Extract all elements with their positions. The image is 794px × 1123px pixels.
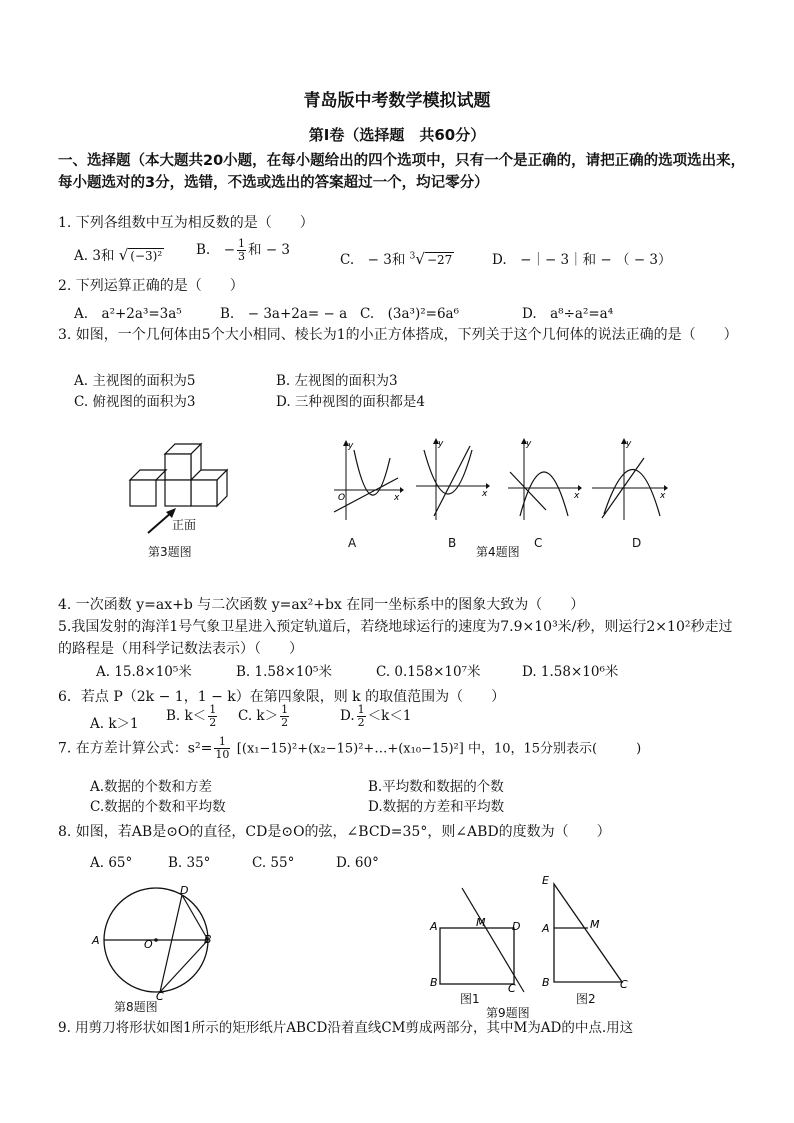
fig4-graph-d (590, 438, 670, 522)
fig4-graph-c (506, 438, 584, 522)
svg-text:y: y (438, 439, 444, 449)
q2-option-c: C. (3a³)²=6a⁶ (360, 306, 459, 322)
svg-text:B: B (204, 933, 212, 946)
svg-text:A: A (542, 922, 550, 935)
part-subtitle: 第Ⅰ卷（选择题 共60分） (308, 126, 486, 144)
svg-text:y: y (626, 439, 632, 449)
q6-option-d: D. $\frac{1}{2}$ ＜k＜1 (340, 703, 412, 729)
q7-stem: 7. 在方差计算公式：s²= $\frac{1}{10}$ [(x₁−15)²+(x₂−15)²+…+(x₁₀−15)²] 中，10，15分别表示( ) (58, 735, 642, 761)
q5-option-d: D. 1.58×10⁶米 (522, 664, 619, 680)
q2-option-b: B. − 3a+2a= − a (220, 306, 348, 322)
svg-text:x: x (482, 489, 488, 499)
svg-text:C: C (156, 990, 164, 1003)
fig8-circle-diagram (90, 884, 220, 1003)
q2-option-a: A. a²+2a³=3a⁵ (74, 306, 182, 322)
svg-text:D: D (180, 884, 189, 897)
q8-option-d: D. 60° (336, 855, 379, 871)
q3-option-a: A. 主视图的面积为5 (74, 373, 196, 389)
q7-option-c: C.数据的个数和平均数 (90, 799, 226, 815)
fig4-graph-a (332, 440, 404, 522)
q8-stem: 8. 如图，若AB是⊙O的直径，CD是⊙O的弦，∠BCD=35°，则∠ABD的度数为（ ） (58, 824, 611, 840)
section-instructions: 一、选择题（本大题共20小题，在每小题给出的四个选项中，只有一个是正确的，请把正确的选项选出来，每小题选对的3分，选错，不选或选出的答案超过一个，均记零分） (58, 153, 746, 191)
q1-stem: 1. 下列各组数中互为相反数的是（ ） (58, 215, 314, 231)
fig4-label-b: B (448, 536, 457, 550)
q3-option-d: D. 三种视图的面积都是4 (276, 394, 426, 410)
fig3-arrow-label: 正面 (172, 518, 197, 532)
fig4-label-a: A (348, 536, 357, 550)
fig9-fig2-label: 图2 (576, 992, 596, 1006)
q3-option-b: B. 左视图的面积为3 (276, 373, 398, 389)
svg-text:D: D (512, 920, 521, 933)
q6-option-a: A. k＞1 (90, 716, 139, 732)
q2-option-d: D. a⁸÷a²=a⁴ (522, 306, 614, 322)
fig3-caption: 第3题图 (148, 545, 192, 559)
fig8-caption: 第8题图 (114, 1000, 158, 1014)
svg-text:y: y (348, 441, 354, 451)
q5-option-b: B. 1.58×10⁵米 (236, 664, 332, 680)
q6-stem: 6．若点 P（2k − 1，1 − k）在第四象限，则 k 的取值范围为（ ） (58, 689, 506, 705)
q8-option-c: C. 55° (252, 855, 295, 871)
q7-option-d: D.数据的方差和平均数 (368, 799, 505, 815)
q4-stem: 4. 一次函数 y=ax+b 与二次函数 y=ax²+bx 在同一坐标系中的图象大致为（ ） (58, 597, 585, 613)
fig9-figure-2 (538, 874, 638, 990)
page-title: 青岛版中考数学模拟试题 (303, 91, 491, 111)
fig4-label-d: D (632, 536, 642, 550)
fig9-caption: 第9题图 (486, 1006, 530, 1020)
svg-text:A: A (92, 934, 100, 947)
fig9-fig1-label: 图1 (460, 992, 480, 1006)
q5-option-a: A. 15.8×10⁵米 (96, 664, 192, 680)
q2-stem: 2. 下列运算正确的是（ ） (58, 278, 244, 294)
svg-text:C: C (620, 978, 628, 991)
q7-option-b: B.平均数和数据的个数 (368, 779, 504, 795)
svg-text:B: B (430, 976, 438, 989)
q6-option-b: B. k＜ $\frac{1}{2}$ (166, 703, 217, 729)
q1-option-a: A. 3和 √ (−3)² (74, 246, 163, 264)
fig4-label-c: C (534, 536, 543, 550)
svg-text:M: M (590, 918, 600, 931)
svg-text:C: C (508, 982, 516, 995)
svg-text:O: O (338, 493, 346, 503)
svg-text:O: O (144, 938, 153, 951)
svg-text:x: x (660, 491, 666, 501)
q8-option-a: A. 65° (90, 855, 133, 871)
q6-option-c: C. k＞ $\frac{1}{2}$ (238, 703, 289, 729)
svg-text:B: B (542, 976, 550, 989)
q3-option-c: C. 俯视图的面积为3 (74, 394, 196, 410)
svg-text:M: M (476, 916, 486, 929)
q1-option-d: D. −｜− 3｜和 − （ − 3） (492, 252, 672, 268)
svg-text:y: y (526, 439, 532, 449)
q9-stem: 9. 用剪刀将形状如图1所示的矩形纸片ABCD沿着直线CM剪成两部分，其中M为AD的中点.用这 (58, 1020, 634, 1036)
svg-text:x: x (574, 491, 580, 501)
q7-option-a: A.数据的个数和方差 (90, 779, 213, 795)
q1-option-b: B. − $\frac{1}{3}$ 和 − 3 (196, 237, 291, 263)
svg-text:E: E (542, 874, 549, 887)
q8-option-b: B. 35° (168, 855, 211, 871)
svg-text:x: x (394, 493, 400, 503)
q5-option-c: C. 0.158×10⁷米 (376, 664, 481, 680)
svg-text:A: A (430, 920, 438, 933)
fig4-caption: 第4题图 (476, 545, 520, 559)
q3-stem: 3. 如图，一个几何体由5个大小相同、棱长为1的小正方体搭成，下列关于这个几何体的说法正确的是（ ） (58, 327, 738, 343)
q5-stem: 5.我国发射的海洋1号气象卫星进入预定轨道后，若绕地球运行的速度为7.9×10³米/秒，则运行2×10²秒走过的路程是（用科学记数法表示）（ ） (58, 619, 733, 657)
fig9-figure-1 (428, 874, 532, 994)
fig4-graph-b (414, 438, 492, 522)
q1-option-c: C. − 3和 $^3$√ −27 (340, 250, 453, 268)
